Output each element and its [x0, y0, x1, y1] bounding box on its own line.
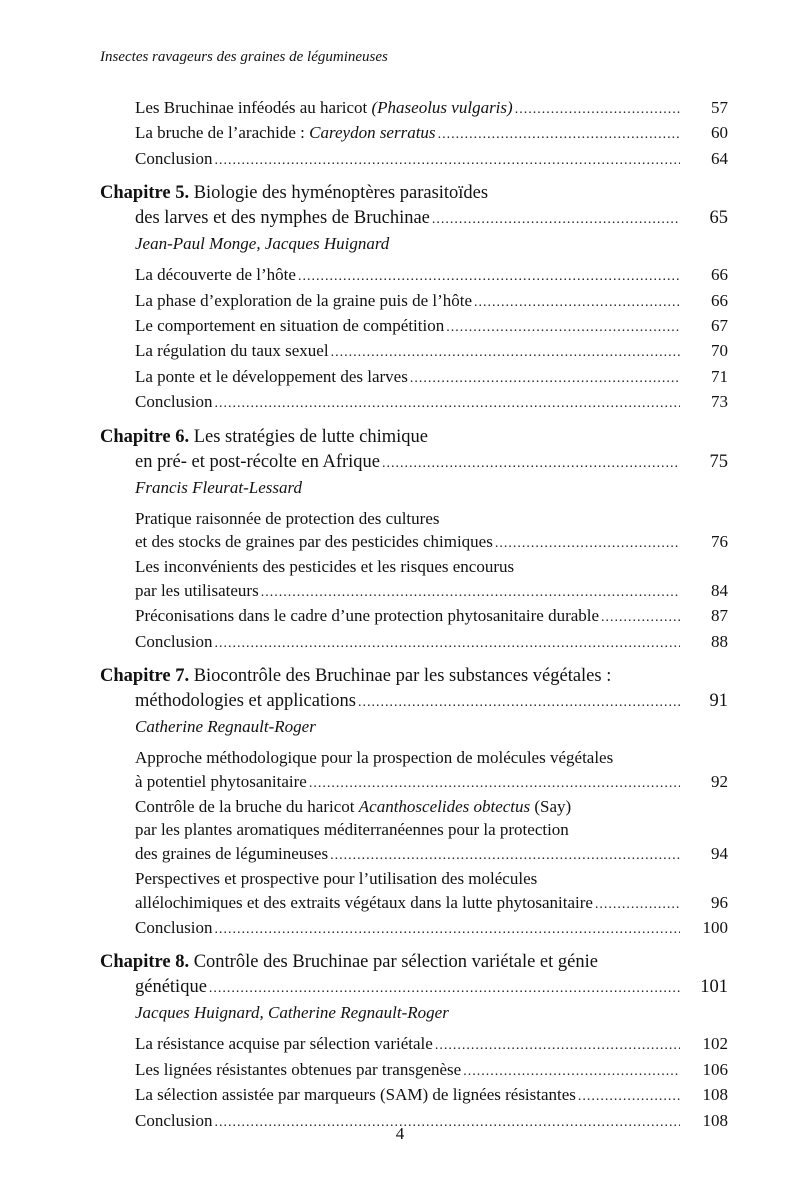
chapter-title: Les stratégies de lutte chimique	[189, 426, 428, 447]
entry-text: Conclusion	[135, 148, 213, 168]
entry-page: 76	[711, 532, 728, 552]
toc-entry	[100, 121, 728, 146]
chapter-title-cont: des larves et des nymphes de Bruchinae	[135, 208, 430, 229]
chapter-authors: Francis Fleurat-Lessard	[135, 477, 303, 497]
page-number: 4	[395, 1124, 405, 1143]
entry-page: 57	[711, 98, 728, 117]
table-of-contents	[100, 96, 728, 1134]
entry-species: Careydon serratus	[309, 123, 436, 143]
entry-species: (Phaseolus vulgaris)	[371, 98, 513, 117]
entry-title	[135, 842, 328, 865]
chapter-heading	[100, 181, 728, 206]
section-title: allélochimiques et des extraits végétaux dans la lutte phytosanitaire	[135, 892, 593, 912]
dot-leader	[261, 581, 680, 604]
preceding-entries	[100, 96, 728, 172]
section-title: La régulation du taux sexuel	[135, 341, 329, 361]
dot-leader	[463, 1060, 680, 1083]
entry-page: 65	[709, 208, 728, 229]
dot-leader	[298, 265, 680, 288]
entry-text: Les Bruchinae inféodés au haricot	[135, 98, 372, 117]
running-header: Insectes ravageurs des graines de légumineuses	[100, 49, 388, 65]
chapter-title-cont: méthodologies et applications	[135, 691, 356, 712]
dot-leader	[474, 291, 680, 314]
chapter-label: Chapitre 8.	[100, 952, 190, 973]
entry-page: 70	[711, 341, 728, 361]
section-title: La phase d’exploration de la graine puis de l’hôte	[135, 290, 473, 310]
toc-entry	[100, 1032, 728, 1057]
section-title: à potentiel phytosanitaire	[135, 771, 307, 791]
chapter-block	[100, 181, 728, 415]
entry-page: 108	[702, 1085, 728, 1105]
chapter-label: Chapitre 6.	[100, 426, 190, 447]
entry-title	[135, 339, 329, 362]
entry-page: 106	[702, 1059, 728, 1079]
entry-title	[135, 975, 207, 999]
dot-leader	[432, 208, 680, 232]
entry-title	[135, 689, 356, 713]
entry-page: 92	[711, 771, 728, 791]
dot-leader	[578, 1085, 680, 1108]
dot-leader	[495, 532, 680, 555]
section-title: Conclusion	[135, 1110, 213, 1130]
entry-title	[135, 365, 408, 388]
chapter-authors: Catherine Regnault-Roger	[135, 717, 316, 737]
section-title: La ponte et le développement des larves	[135, 366, 408, 386]
toc-entry	[100, 289, 728, 314]
section-text: Contrôle de la bruche du haricot	[135, 796, 359, 816]
section-title: Le comportement en situation de compétition	[135, 316, 445, 336]
entry-title	[135, 314, 444, 337]
entry-title	[135, 1032, 433, 1055]
section-line	[100, 795, 728, 818]
toc-entry	[100, 450, 728, 476]
section-title: Préconisations dans le cadre d’une protection phytosanitaire durable	[135, 606, 600, 626]
dot-leader	[214, 632, 680, 655]
toc-entry	[100, 689, 728, 715]
entry-title	[135, 916, 212, 939]
chapter-authors: Jean-Paul Monge, Jacques Huignard	[135, 234, 390, 254]
entry-page: 101	[700, 977, 728, 998]
entry-page: 66	[711, 290, 728, 310]
dot-leader	[214, 918, 680, 941]
entry-page: 91	[709, 691, 728, 712]
dot-leader	[438, 123, 680, 146]
section-title: et des stocks de graines par des pesticides chimiques	[135, 532, 493, 552]
chapter-list	[100, 181, 728, 1134]
chapter-block	[100, 664, 728, 941]
section-line: Approche méthodologique pour la prospection de molécules végétales	[135, 748, 614, 768]
dot-leader	[410, 367, 680, 390]
chapter-authors: Jacques Huignard, Catherine Regnault-Roger	[135, 1003, 449, 1023]
section-line: Pratique raisonnée de protection des cultures	[135, 508, 440, 528]
section-line: par les plantes aromatiques méditerranéennes pour la protection	[135, 820, 569, 840]
dot-leader	[331, 341, 680, 364]
entry-page: 108	[702, 1110, 728, 1130]
entry-title	[135, 289, 472, 312]
entry-page: 64	[711, 148, 728, 168]
dot-leader	[209, 977, 680, 1001]
entry-page: 66	[711, 265, 728, 285]
dot-leader	[601, 606, 680, 629]
dot-leader	[515, 98, 680, 121]
section-title: Conclusion	[135, 631, 213, 651]
chapter-title: Contrôle des Bruchinae par sélection variétale et génie	[189, 952, 598, 973]
section-title: La découverte de l’hôte	[135, 265, 296, 285]
species-name: Acanthoscelides obtectus	[358, 796, 531, 816]
section-line: Les inconvénients des pesticides et les risques encourus	[135, 557, 515, 577]
entry-title	[135, 630, 212, 653]
entry-page: 60	[711, 123, 728, 143]
chapter-heading	[100, 425, 728, 450]
toc-entry	[100, 891, 728, 916]
toc-entry	[100, 530, 728, 555]
toc-entry	[100, 206, 728, 232]
entry-title	[135, 1083, 576, 1106]
toc-entry	[100, 842, 728, 867]
entry-title	[135, 770, 307, 793]
entry-text: La bruche de l’arachide :	[135, 123, 310, 143]
entry-title	[135, 1058, 461, 1081]
dot-leader	[214, 392, 680, 415]
chapter-title: Biologie des hyménoptères parasitoïdes	[189, 183, 489, 204]
entry-title	[135, 206, 430, 230]
chapter-block	[100, 950, 728, 1134]
entry-title	[135, 450, 380, 474]
section-text: (Say)	[530, 796, 572, 816]
dot-leader	[435, 1034, 680, 1057]
entry-title	[135, 530, 493, 553]
entry-title	[135, 579, 259, 602]
entry-title	[135, 390, 212, 413]
toc-entry	[100, 916, 728, 941]
entry-page: 75	[709, 451, 728, 472]
chapter-heading	[100, 950, 728, 975]
section-title: Conclusion	[135, 917, 213, 937]
dot-leader	[214, 149, 680, 172]
toc-entry	[100, 1083, 728, 1108]
chapter-title-cont: en pré- et post-récolte en Afrique	[135, 451, 381, 472]
dot-leader	[595, 893, 680, 916]
section-line: Perspectives et prospective pour l’utilisation des molécules	[135, 869, 538, 889]
entry-page: 94	[711, 843, 728, 863]
section-title: Les lignées résistantes obtenues par transgenèse	[135, 1059, 462, 1079]
entry-page: 102	[702, 1034, 728, 1054]
entry-title	[135, 96, 513, 119]
section-title: des graines de légumineuses	[135, 843, 329, 863]
chapter-label: Chapitre 7.	[100, 666, 190, 687]
toc-entry	[100, 975, 728, 1001]
toc-entry	[100, 263, 728, 288]
chapter-title-cont: génétique	[135, 977, 207, 998]
dot-leader	[330, 844, 680, 867]
chapter-title: Biocontrôle des Bruchinae par les substances végétales :	[189, 666, 612, 687]
section-title: Conclusion	[135, 392, 213, 412]
section-title: La sélection assistée par marqueurs (SAM) de lignées résistantes	[135, 1085, 576, 1105]
chapter-heading	[100, 664, 728, 689]
toc-entry	[100, 147, 728, 172]
entry-page: 71	[711, 366, 728, 386]
toc-entry	[100, 770, 728, 795]
section-title: par les utilisateurs	[135, 580, 259, 600]
toc-entry	[100, 365, 728, 390]
toc-entry	[100, 604, 728, 629]
toc-entry	[100, 630, 728, 655]
toc-entry	[100, 96, 728, 121]
dot-leader	[446, 316, 680, 339]
entry-page: 84	[711, 580, 728, 600]
entry-page: 87	[711, 606, 728, 626]
entry-page: 88	[711, 631, 728, 651]
entry-page: 100	[702, 917, 728, 937]
entry-title	[135, 263, 296, 286]
entry-page: 67	[711, 316, 728, 336]
toc-entry	[100, 390, 728, 415]
entry-title	[135, 147, 212, 170]
chapter-label: Chapitre 5.	[100, 183, 190, 204]
entry-title	[135, 891, 593, 914]
section-title: La résistance acquise par sélection variétale	[135, 1034, 433, 1054]
chapter-block	[100, 425, 728, 655]
dot-leader	[382, 452, 680, 476]
toc-entry	[100, 1058, 728, 1083]
entry-title	[135, 121, 436, 144]
entry-title	[135, 604, 599, 627]
toc-entry	[100, 339, 728, 364]
dot-leader	[358, 691, 680, 715]
entry-page: 73	[711, 392, 728, 412]
toc-entry	[100, 579, 728, 604]
dot-leader	[309, 772, 680, 795]
toc-entry	[100, 314, 728, 339]
entry-page: 96	[711, 892, 728, 912]
